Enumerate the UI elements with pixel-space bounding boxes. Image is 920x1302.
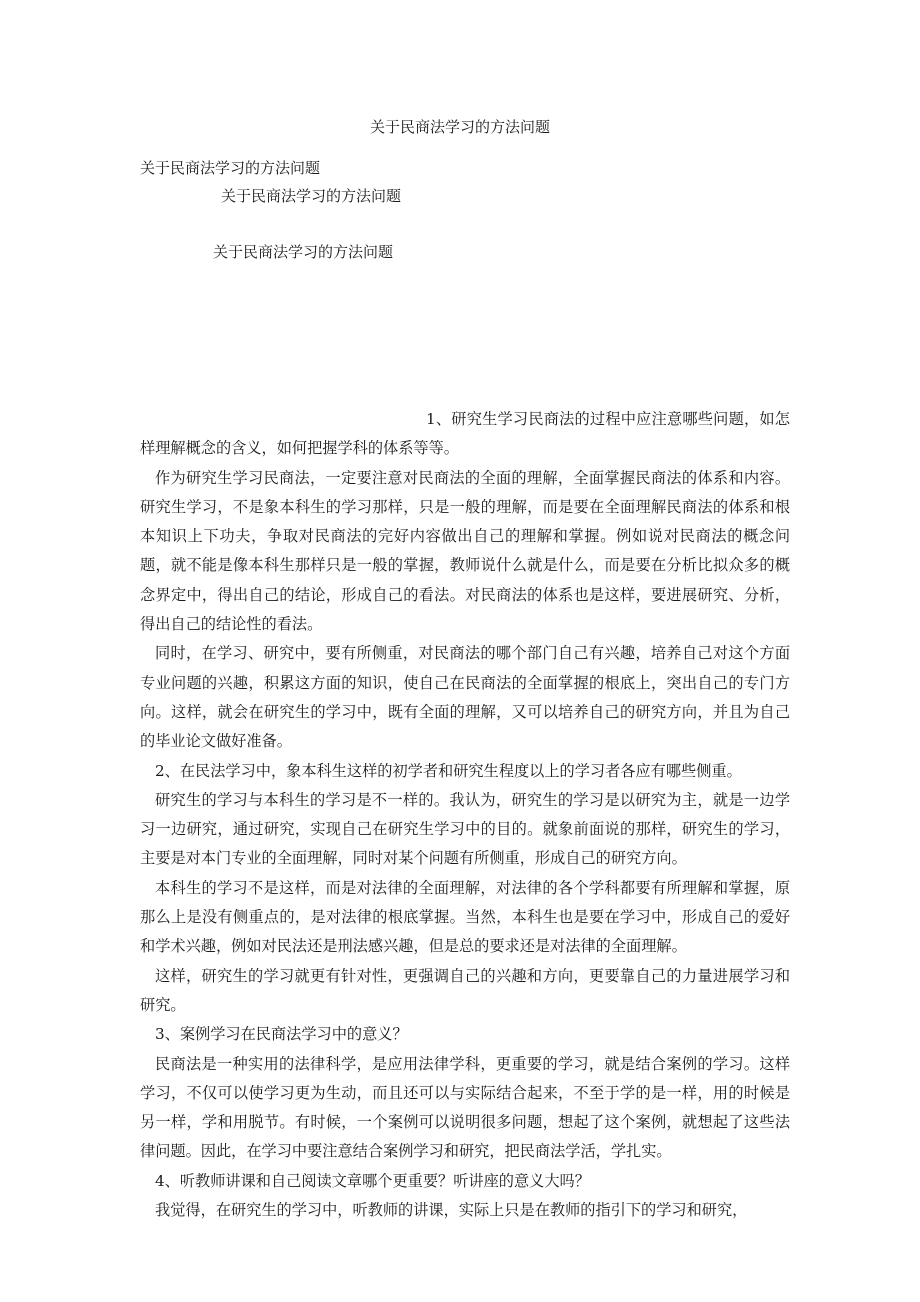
paragraph: 民商法是一种实用的法律科学，是应用法律学科，更重要的学习，就是结合案例的学习。这样学习，不仅可以使学习更为生动，而且还可以与实际结合起来，不至于学的是一样，用的时候是另一样，学和用脱节。有时候，一个案例可以说明很多问题，想起了这个案例，就想起了这些法律问题。因此，在学习中要注意结合案例学习和研究，把民商法学活，学扎实。 bbox=[140, 1054, 790, 1161]
paragraph: 本科生的学习不是这样，而是对法律的全面理解，对法律的各个学科都要有所理解和掌握，原那么上是没有侧重点的，是对法律的根底掌握。当然，本科生也是要在学习中，形成自己的爱好和学术兴趣，例如对民法还是刑法感兴趣，但是总的要求还是对法律的全面理解。 bbox=[140, 878, 790, 956]
paragraph: 我觉得，在研究生的学习中，听教师的讲课，实际上只是在教师的指引下的学习和研究， bbox=[155, 1201, 748, 1220]
heading-2: 关于民商法学习的方法问题 bbox=[221, 187, 402, 205]
paragraph: 作为研究生学习民商法，一定要注意对民商法的全面的理解，全面掌握民商法的体系和内容。研究生学习，不是象本科生的学习那样，只是一般的理解，而是要在全面理解民商法的体系和根本知识上下功夫，争取对民商法的完好内容做出自己的理解和掌握。例如说对民商法的概念问题，就不能是像本科生那样只是一般的掌握，教师说什么就是什么，而是要在分析比拟众多的概念界定中，得出自己的结论，形成自己的看法。对民商法的体系也是这样，要进展研究、分析，得出自己的结论性的看法。 bbox=[140, 468, 790, 634]
question-3: 3、案例学习在民商法学习中的意义？ bbox=[155, 1025, 408, 1044]
document-body bbox=[140, 405, 790, 1225]
question-4: 4、听教师讲课和自己阅读文章哪个更重要？听讲座的意义大吗？ bbox=[155, 1171, 590, 1190]
paragraph: 研究生的学习与本科生的学习是不一样的。我认为，研究生的学习是以研究为主，就是一边学习一边研究，通过研究，实现自己在研究生学习中的目的。就象前面说的那样，研究生的学习，主要是对本门专业的全面理解，同时对某个问题有所侧重，形成自己的研究方向。 bbox=[140, 790, 790, 868]
document-title: 关于民商法学习的方法问题 bbox=[369, 118, 550, 136]
heading-1: 关于民商法学习的方法问题 bbox=[140, 159, 321, 177]
heading-3: 关于民商法学习的方法问题 bbox=[213, 243, 394, 261]
paragraph: 这样，研究生的学习就更有针对性，更强调自己的兴趣和方向，更要靠自己的力量进展学习和研究。 bbox=[140, 966, 790, 1014]
paragraph: 同时，在学习、研究中，要有所侧重，对民商法的哪个部门自己有兴趣，培养自己对这个方面专业问题的兴趣，积累这方面的知识，使自己在民商法的全面掌握的根底上，突出自己的专门方向。这样，就会在研究生的学习中，既有全面的理解，又可以培养自己的研究方向，并且为自己的毕业论文做好准备。 bbox=[140, 644, 790, 751]
question-1: 1、研究生学习民商法的过程中应注意哪些问题，如怎样理解概念的含义，如何把握学科的体系等等。 bbox=[140, 410, 790, 458]
question-2: 2、在民法学习中，象本科生这样的初学者和研究生程度以上的学习者各应有哪些侧重。 bbox=[155, 761, 742, 780]
